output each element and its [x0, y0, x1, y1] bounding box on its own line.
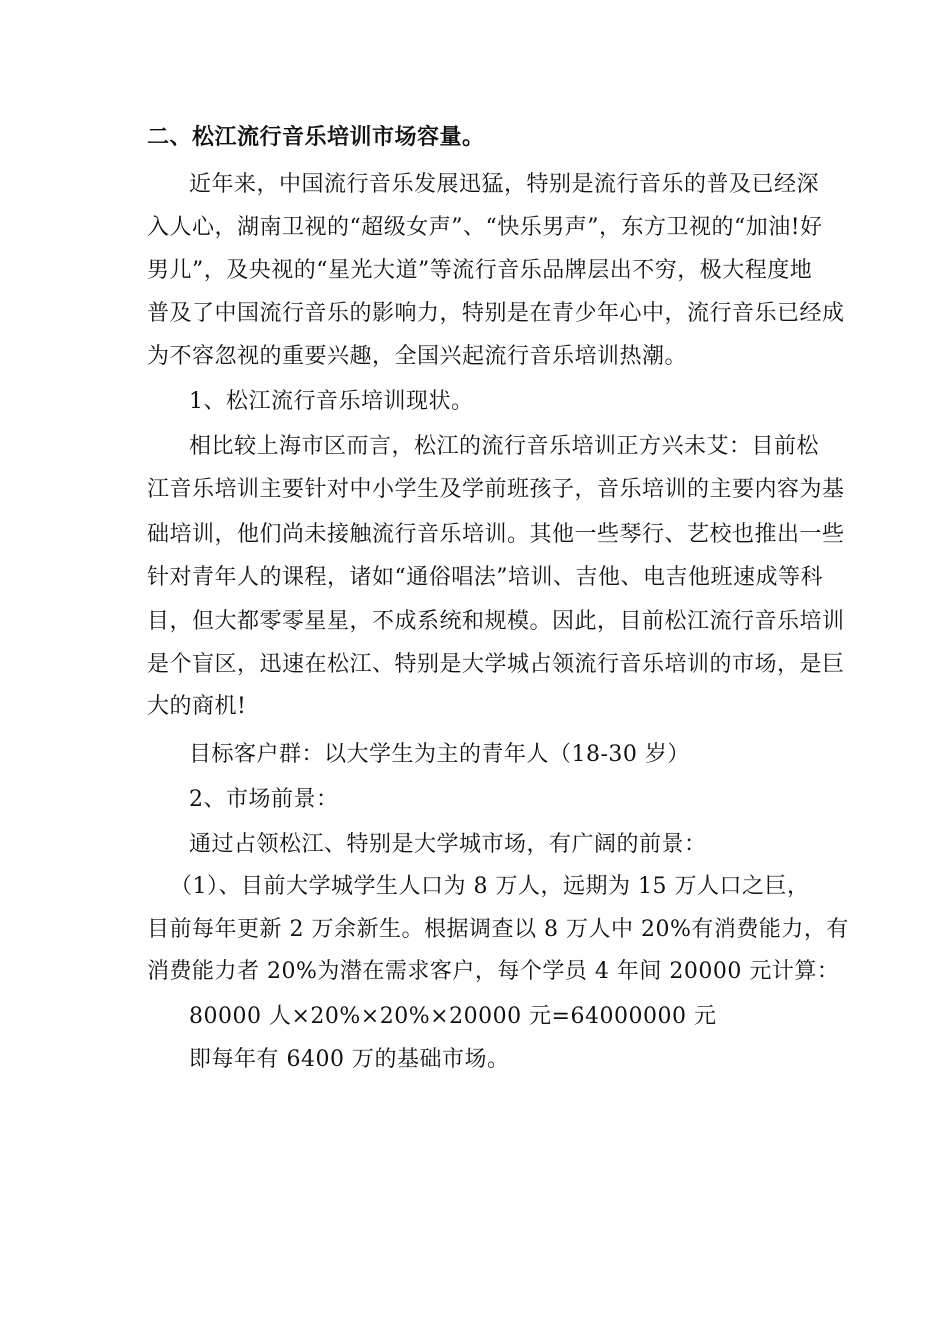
text-line: 近年来，中国流行音乐发展迅猛，特别是流行音乐的普及已经深	[189, 172, 820, 197]
text-line: 普及了中国流行音乐的影响力，特别是在青少年心中，流行音乐已经成	[147, 301, 845, 326]
text-line: 大的商机!	[147, 694, 247, 719]
text-line: 消费能力者 20%为潜在需求客户，每个学员 4 年间 20000 元计算：	[147, 959, 840, 984]
text-line: 目前每年更新 2 万余新生。根据调查以 8 万人中 20%有消费能力，有	[147, 917, 849, 942]
subheading: 2、市场前景：	[189, 787, 339, 812]
section-heading: 二、松江流行音乐培训市场容量。	[147, 125, 485, 150]
text-line: 相比较上海市区而言，松江的流行音乐培训正方兴未艾：目前松	[189, 434, 820, 459]
text-line: 江音乐培训主要针对中小学生及学前班孩子，音乐培训的主要内容为基	[147, 477, 845, 502]
text-line: 男儿”，及央视的“星光大道”等流行音乐品牌层出不穷，极大程度地	[147, 258, 813, 283]
text-line: 针对青年人的课程，诸如“通俗唱法”培训、吉他、电吉他班速成等科	[147, 565, 823, 590]
text-line: （1）、目前大学城学生人口为 8 万人，远期为 15 万人口之巨，	[170, 874, 810, 899]
text-line: 础培训，他们尚未接触流行音乐培训。其他一些琴行、艺校也推出一些	[147, 522, 845, 547]
text-line: 目标客户群：以大学生为主的青年人（18-30 岁）	[189, 742, 690, 767]
subheading: 1、松江流行音乐培训现状。	[189, 389, 474, 414]
text-line: 目，但大都零零星星，不成系统和规模。因此，目前松江流行音乐培训	[147, 609, 845, 634]
text-line: 是个盲区，迅速在松江、特别是大学城占领流行音乐培训的市场，是巨	[147, 652, 845, 677]
text-line: 即每年有 6400 万的基础市场。	[189, 1047, 510, 1072]
text-line: 入人心，湖南卫视的“超级女声”、“快乐男声”，东方卫视的“加油!好	[147, 215, 823, 240]
text-line: 为不容忽视的重要兴趣，全国兴起流行音乐培训热潮。	[147, 344, 688, 369]
text-line: 通过占领松江、特别是大学城市场，有广阔的前景：	[189, 832, 707, 857]
formula-line: 80000 人×20%×20%×20000 元=64000000 元	[189, 1004, 717, 1029]
